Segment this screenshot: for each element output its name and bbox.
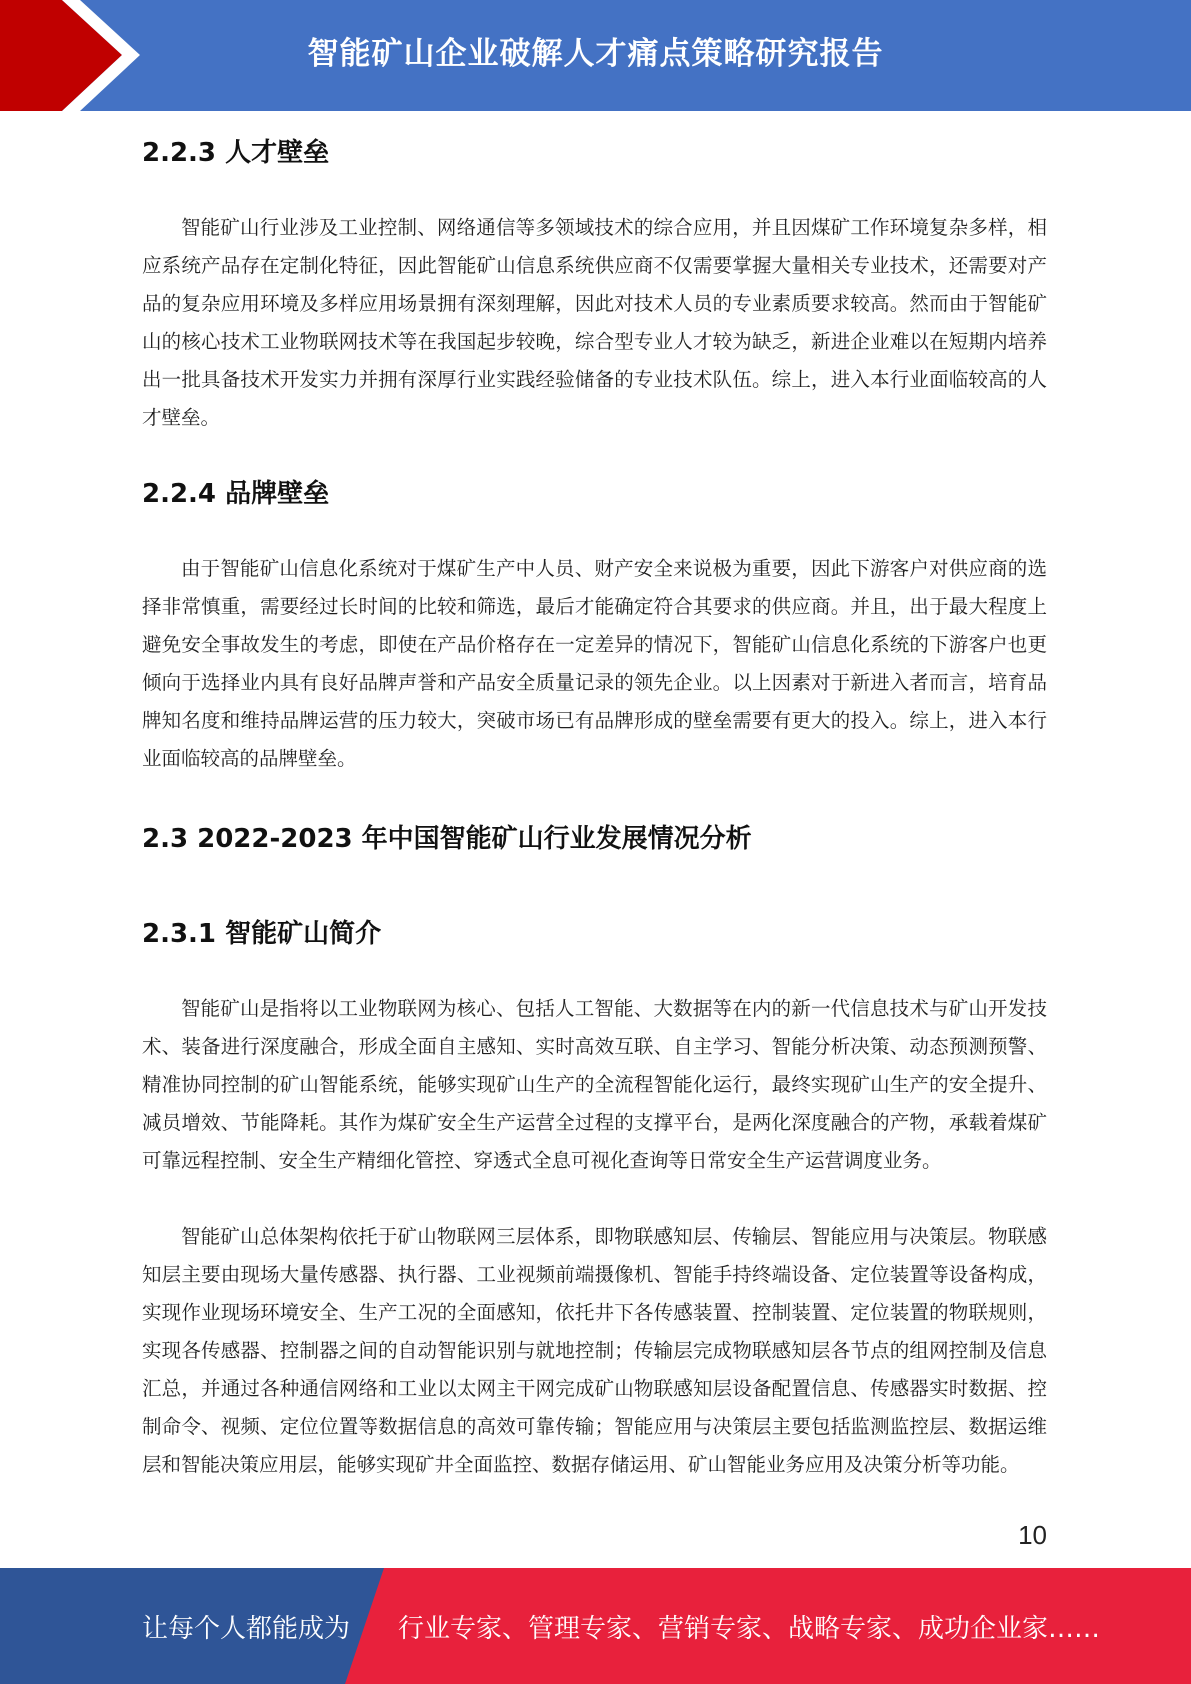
paragraph-talent-barrier: 智能矿山行业涉及工业控制、网络通信等多领域技术的综合应用，并且因煤矿工作环境复杂多样，相应系统产品存在定制化特征，因此智能矿山信息系统供应商不仅需要掌握大量相关专业技术，还需要对产品的复杂应用环境及多样应用场景拥有深刻理解，因此对技术人员的专业素质要求较高。然而由于智能矿山的核心技术工业物联网技术等在我国起步较晚，综合型专业人才较为缺乏，新进企业难以在短期内培养出一批具备技术开发实力并拥有深厚行业实践经验储备的专业技术队伍。综上，进入本行业面临较高的人才壁垒。 [142, 216, 1047, 429]
section-heading-smart-mine-intro: 2.3.1 智能矿山简介 [142, 919, 382, 949]
header-banner [0, 0, 1191, 111]
paragraph-brand-barrier: 由于智能矿山信息化系统对于煤矿生产中人员、财产安全来说极为重要，因此下游客户对供应商的选择非常慎重，需要经过长时间的比较和筛选，最后才能确定符合其要求的供应商。并且，出于最大程度上避免安全事故发生的考虑，即使在产品价格存在一定差异的情况下，智能矿山信息化系统的下游客户也更倾向于选择业内具有良好品牌声誉和产品安全质量记录的领先企业。以上因素对于新进入者而言，培育品牌知名度和维持品牌运营的压力较大，突破市场已有品牌形成的壁垒需要有更大的投入。综上，进入本行业面临较高的品牌壁垒。 [142, 557, 1047, 770]
page-content [142, 120, 1047, 1484]
paragraph-smart-mine-architecture: 智能矿山总体架构依托于矿山物联网三层体系，即物联感知层、传输层、智能应用与决策层。物联感知层主要由现场大量传感器、执行器、工业视频前端摄像机、智能手持终端设备、定位装置等设备构成，实现作业现场环境安全、生产工况的全面感知，依托井下各传感装置、控制装置、定位装置的物联规则，实现各传感器、控制器之间的自动智能识别与就地控制；传输层完成物联感知层各节点的组网控制及信息汇总，并通过各种通信网络和工业以太网主干网完成矿山物联感知层设备配置信息、传感器实时数据、控制命令、视频、定位位置等数据信息的高效可靠传输；智能应用与决策层主要包括监测监控层、数据运维层和智能决策应用层，能够实现矿井全面监控、数据存储运用、矿山智能业务应用及决策分析等功能。 [142, 1225, 1047, 1476]
footer-slogan-right: 行业专家、管理专家、营销专家、战略专家、成功企业家…… [398, 1613, 1101, 1644]
paragraph-smart-mine-definition: 智能矿山是指将以工业物联网为核心、包括人工智能、大数据等在内的新一代信息技术与矿山开发技术、装备进行深度融合，形成全面自主感知、实时高效互联、自主学习、智能分析决策、动态预测预警、精准协同控制的矿山智能系统，能够实现矿山生产的全流程智能化运行，最终实现矿山生产的安全提升、减员增效、节能降耗。其作为煤矿安全生产运营全过程的支撑平台，是两化深度融合的产物，承载着煤矿可靠远程控制、安全生产精细化管控、穿透式全息可视化查询等日常安全生产运营调度业务。 [142, 997, 1047, 1172]
footer-slogan-left: 让每个人都能成为 [142, 1613, 351, 1644]
section-heading-brand-barrier: 2.2.4 品牌壁垒 [142, 479, 330, 509]
section-heading-talent-barrier: 2.2.3 人才壁垒 [142, 138, 330, 168]
section-heading-industry-analysis: 2.3 2022-2023 年中国智能矿山行业发展情况分析 [142, 824, 752, 854]
footer-banner [0, 1568, 1191, 1684]
report-title: 智能矿山企业破解人才痛点策略研究报告 [307, 35, 884, 72]
page-number: 10 [1018, 1520, 1047, 1550]
header-arrow-shape [0, 0, 160, 111]
